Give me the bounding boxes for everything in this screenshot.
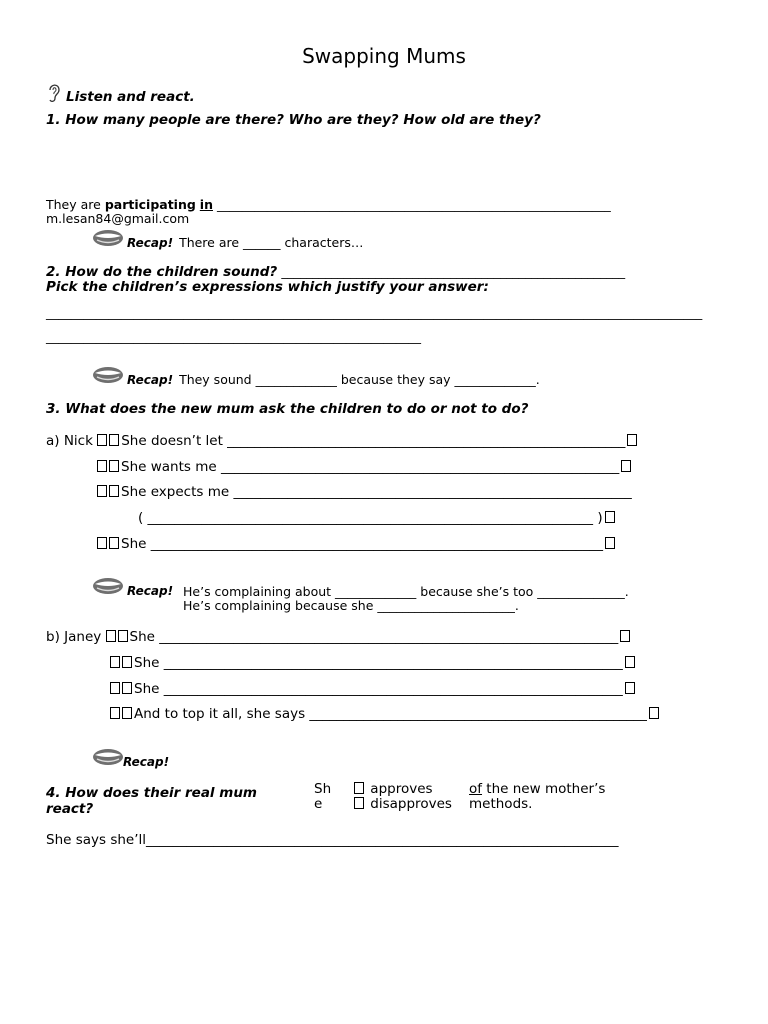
checkbox-icon xyxy=(109,485,119,497)
question-2-blank: _______________________________________________________ xyxy=(281,264,626,279)
recap-4-label: Recap! xyxy=(123,755,170,769)
mouth-icon xyxy=(92,576,124,596)
nick-row-text: ( __________________________________________________________________ ) xyxy=(138,510,603,526)
nick-row-3 xyxy=(97,484,632,500)
checkbox-icon xyxy=(97,460,107,472)
janey-row-1 xyxy=(46,629,632,645)
option-label: approves xyxy=(370,781,433,797)
option-disapproves[interactable] xyxy=(354,796,452,812)
mouth-icon xyxy=(92,365,124,385)
nick-row-text: She wants me ___________________________________________________________ xyxy=(121,459,620,475)
checkbox-icon xyxy=(122,656,132,668)
option-approves[interactable] xyxy=(354,781,433,797)
checkbox-icon xyxy=(97,434,107,446)
checkbox-icon xyxy=(605,537,615,549)
recap-1 xyxy=(127,235,363,251)
participating-line xyxy=(46,197,611,212)
recap-label: Recap! xyxy=(127,236,174,250)
janey-row-3 xyxy=(110,681,637,697)
participating-bold: participating xyxy=(104,197,196,212)
recap-3-label: Recap! xyxy=(127,584,174,598)
nick-row-5 xyxy=(97,536,617,552)
option-label: disapproves xyxy=(370,796,452,812)
methods-line-2: methods. xyxy=(469,796,533,812)
question-2 xyxy=(46,264,625,280)
question-2-text: 2. How do the children sound? xyxy=(46,264,278,280)
checkbox-icon xyxy=(620,630,630,642)
checkbox-icon xyxy=(110,707,120,719)
janey-row-text: And to top it all, she says __________________________________________________ xyxy=(134,706,647,722)
janey-row-4 xyxy=(110,706,661,722)
recap-3-line-1: He’s complaining about _____________ because she’s too ______________. xyxy=(183,584,629,599)
janey-row-2 xyxy=(110,655,637,671)
mouth-icon xyxy=(92,228,124,248)
she-word-a: Sh xyxy=(314,781,332,797)
of-word: of xyxy=(469,781,483,797)
answer-line-1: _________________________________________________________________________________________________________ xyxy=(46,305,703,320)
question-2-sub: Pick the children’s expressions which justify your answer: xyxy=(46,279,489,295)
participating-pre: They are xyxy=(46,197,105,212)
answer-line-2: ____________________________________________________________ xyxy=(46,329,421,344)
recap-3-line-2: He’s complaining because she ______________________. xyxy=(183,598,519,613)
checkbox-icon xyxy=(621,460,631,472)
methods-line-1 xyxy=(469,781,605,797)
checkbox-icon xyxy=(122,707,132,719)
she-says-line: She says she’ll______________________________________________________________________ xyxy=(46,832,619,848)
she-word-b: e xyxy=(314,796,323,812)
page-title: Swapping Mums xyxy=(302,44,466,68)
checkbox-icon xyxy=(109,460,119,472)
nick-row-2 xyxy=(97,459,633,475)
question-4-line-2: react? xyxy=(46,801,94,817)
ear-icon xyxy=(46,82,62,104)
checkbox-icon xyxy=(627,434,637,446)
email-text: m.lesan84@gmail.com xyxy=(46,211,190,226)
participating-blank: _______________________________________________________________ xyxy=(212,197,611,212)
checkbox-icon xyxy=(118,630,128,642)
janey-label: b) Janey xyxy=(46,629,102,645)
question-1: 1. How many people are there? Who are they? How old are they? xyxy=(46,112,541,128)
question-3: 3. What does the new mum ask the children to do or not to do? xyxy=(46,401,529,417)
nick-row-text: She expects me ___________________________________________________________ xyxy=(121,484,632,500)
checkbox-icon xyxy=(625,682,635,694)
checkbox-icon xyxy=(110,656,120,668)
listen-heading: Listen and react. xyxy=(66,89,195,105)
recap-label: Recap! xyxy=(127,373,174,387)
checkbox-icon xyxy=(106,630,116,642)
nick-row-text: She ___________________________________________________________________ xyxy=(121,536,603,552)
checkbox-icon xyxy=(109,537,119,549)
nick-label: a) Nick xyxy=(46,433,93,449)
checkbox-icon[interactable] xyxy=(354,797,364,809)
checkbox-icon xyxy=(625,656,635,668)
checkbox-icon xyxy=(97,485,107,497)
recap-2 xyxy=(127,372,540,388)
participating-in: in xyxy=(199,197,213,212)
checkbox-icon xyxy=(110,682,120,694)
recap-text: They sound _____________ because they say _____________. xyxy=(179,372,540,387)
recap-text: There are ______ characters… xyxy=(179,235,364,250)
nick-row-1 xyxy=(46,433,639,449)
checkbox-icon xyxy=(122,682,132,694)
nick-row-text: She doesn’t let ___________________________________________________________ xyxy=(121,433,626,449)
checkbox-icon[interactable] xyxy=(354,782,364,794)
mouth-icon xyxy=(92,747,124,767)
janey-row-text: She ____________________________________________________________________ xyxy=(134,655,623,671)
checkbox-icon xyxy=(605,511,615,523)
checkbox-icon xyxy=(109,434,119,446)
methods-text: the new mother’s xyxy=(482,781,606,797)
checkbox-icon xyxy=(97,537,107,549)
checkbox-icon xyxy=(649,707,659,719)
nick-row-4 xyxy=(138,510,617,526)
janey-row-text: She ____________________________________________________________________ xyxy=(129,629,619,645)
janey-row-text: She ____________________________________________________________________ xyxy=(134,681,623,697)
question-4-line-1: 4. How does their real mum xyxy=(46,785,257,801)
